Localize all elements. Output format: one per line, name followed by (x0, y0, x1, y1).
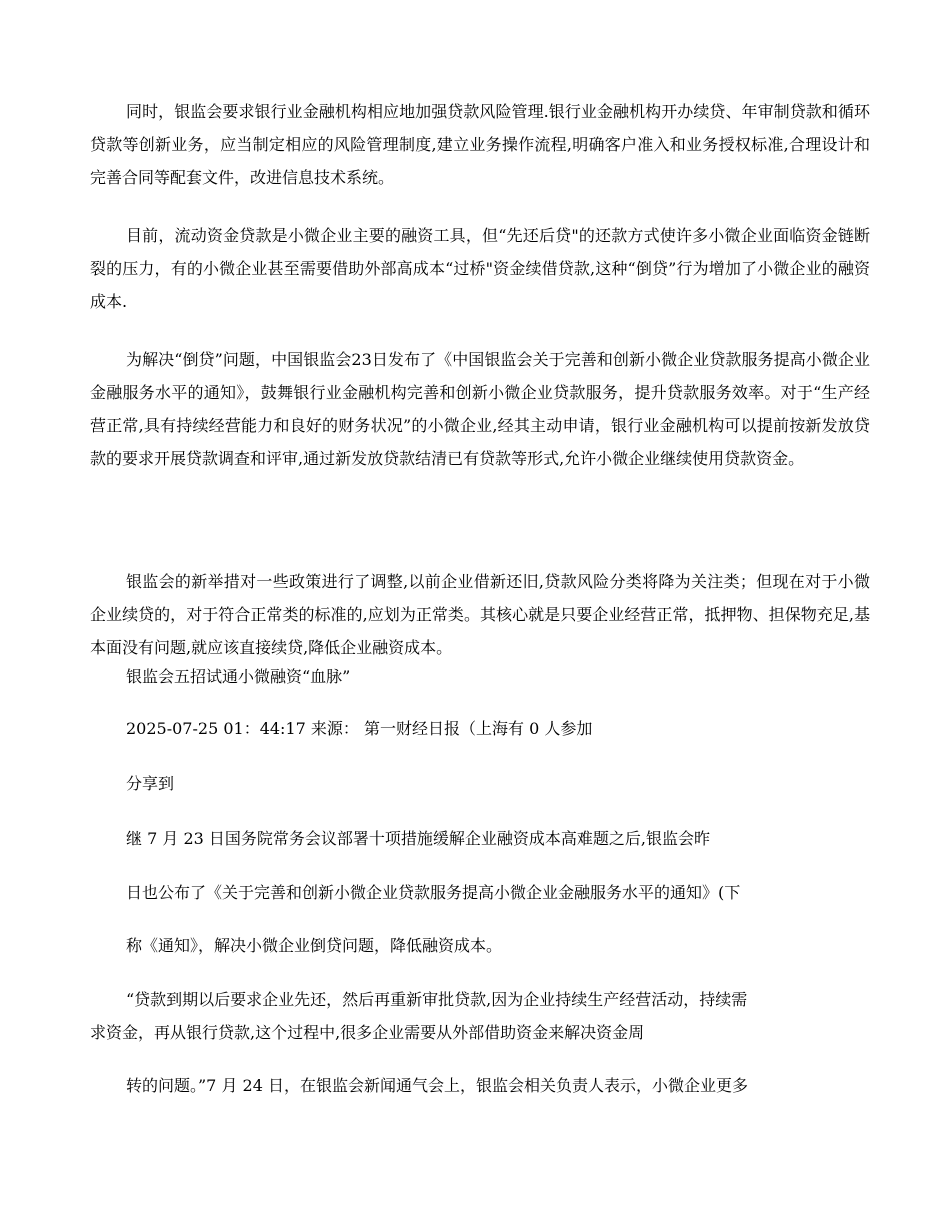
share-label: 分享到 (126, 774, 175, 793)
paragraph-policy-adjustment: 银监会的新举措对一些政策进行了调整,以前企业借新还旧,贷款风险分类将降为关注类；但现在对于小微企业续贷的，对于符合正常类的标准的,应划为正常类。其核心就是只要企业经营正常，抵押物、担保物充足,基本面没有问题,就应该直接续贷,降低企业融资成本。 (90, 572, 870, 657)
quote-line: “贷款到期以后要求企业先还，然后再重新审批贷款,因为企业持续生产经营活动，持续需 (126, 990, 748, 1009)
body-line: 日也公布了《关于完善和创新小微企业贷款服务提高小微企业金融服务水平的通知》(下 (126, 883, 741, 902)
paragraph-working-capital: 目前，流动资金贷款是小微企业主要的融资工具，但“先还后贷"的还款方式使许多小微企业面临资金链断裂的压力，有的小微企业甚至需要借助外部高成本“过桥"资金续借贷款,这种“倒贷”行为增加了小微企业的融资成本. (90, 226, 870, 311)
paragraph-notice: 为解决“倒贷”问题，中国银监会23日发布了《中国银监会关于完善和创新小微企业贷款服务提高小微企业金融服务水平的通知》，鼓舞银行业金融机构完善和创新小微企业贷款服务，提升贷款服务效率。对于“生产经营正常,具有持续经营能力和良好的财务状况”的小微企业,经其主动申请，银行业金融机构可以提前按新发放贷款的要求开展贷款调查和评审,通过新发放贷款结清已有贷款等形式,允许小微企业继续使用贷款资金。 (90, 350, 870, 468)
last-line: 转的问题。”7 月 24 日，在银监会新闻通气会上，银监会相关负责人表示，小微企业更多 (126, 1076, 748, 1095)
quote-line-continued: 求资金，再从银行贷款,这个过程中,很多企业需要从外部借助资金来解决资金周 (90, 1023, 645, 1042)
body-line: 继 7 月 23 日国务院常务会议部署十项措施缓解企业融资成本高难题之后,银监会昨 (126, 829, 710, 848)
body-line: 称《通知》，解决小微企业倒贷问题，降低融资成本。 (126, 936, 503, 955)
paragraph-risk-management: 同时，银监会要求银行业金融机构相应地加强贷款风险管理.银行业金融机构开办续贷、年审制贷款和循环贷款等创新业务，应当制定相应的风险管理制度,建立业务操作流程,明确客户准入和业务授权标准,合理设计和完善合同等配套文件，改进信息技术系统。 (90, 102, 870, 187)
article-headline: 银监会五招试通小微融资“血脉” (126, 667, 351, 686)
article-meta: 2025-07-25 01：44:17 来源： 第一财经日报（上海有 0 人参加 (126, 719, 593, 738)
